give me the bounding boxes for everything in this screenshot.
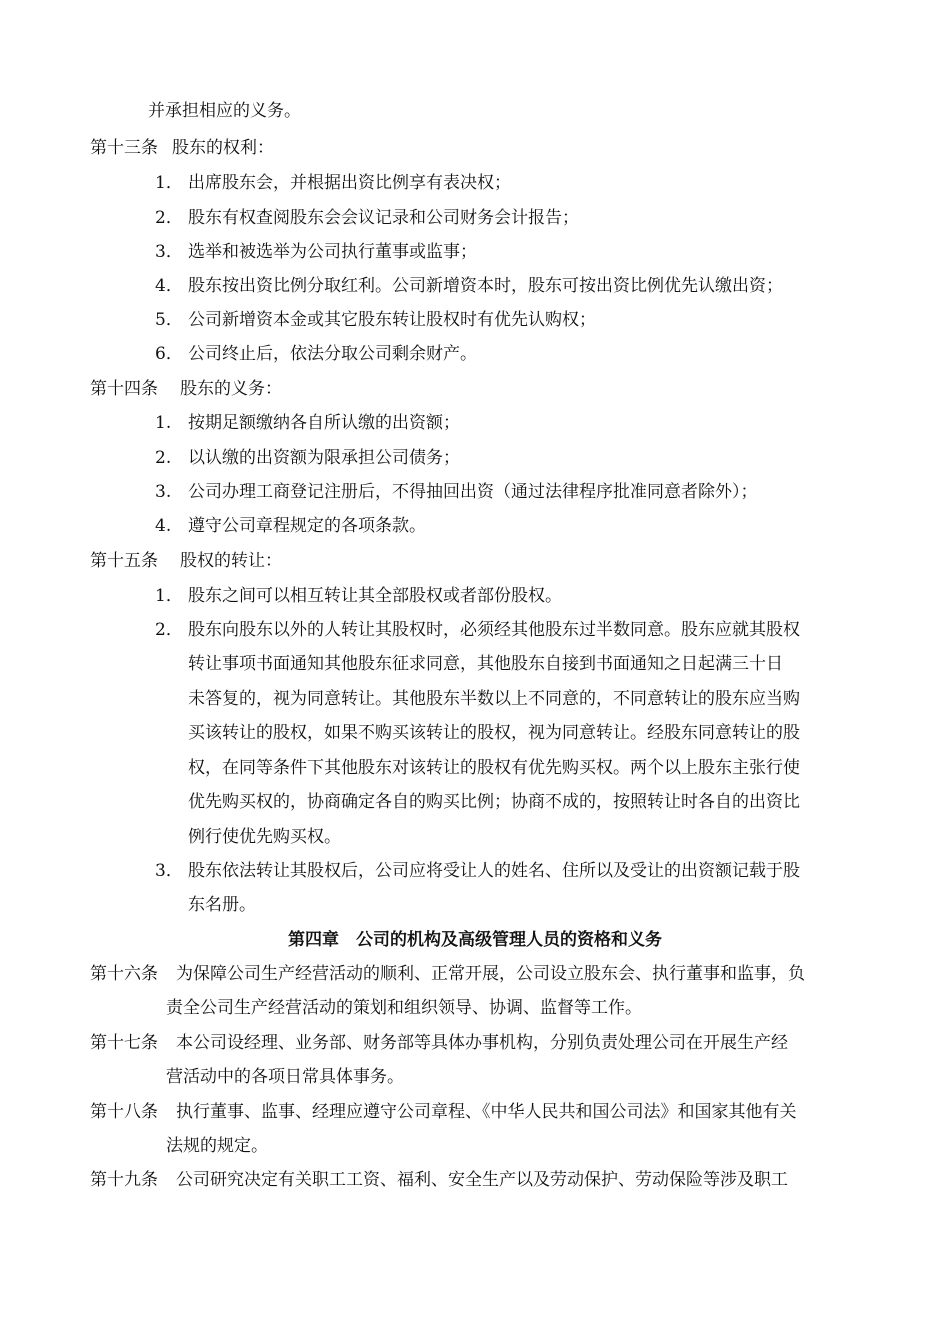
item-text-continued: 转让事项书面通知其他股东征求同意，其他股东自接到书面通知之日起满三十日 bbox=[188, 654, 783, 674]
article-15-heading bbox=[90, 550, 282, 572]
item-text: 公司新增资本金或其它股东转让股权时有优先认购权； bbox=[188, 310, 596, 330]
item-number: 6． bbox=[155, 344, 183, 364]
item-text: 股东有权查阅股东会会议记录和公司财务会计报告； bbox=[188, 208, 579, 228]
article-14-heading bbox=[90, 378, 282, 400]
article-18 bbox=[90, 1101, 797, 1123]
article-label: 第十四条 bbox=[90, 379, 158, 399]
item-number: 3. bbox=[155, 482, 172, 502]
article-text: 执行董事、监事、经理应遵守公司章程、《中华人民共和国公司法》和国家其他有关 bbox=[176, 1102, 797, 1122]
text-line: 并承担相应的义务。 bbox=[148, 101, 301, 121]
item-number: 2． bbox=[155, 208, 183, 228]
article-label: 第十六条 bbox=[90, 964, 158, 984]
item-number: 4. bbox=[155, 516, 172, 536]
item-text-continued: 权，在同等条件下其他股东对该转让的股权有优先购买权。两个以上股东主张行使 bbox=[188, 758, 800, 778]
item-text: 股东之间可以相互转让其全部股权或者部份股权。 bbox=[188, 586, 562, 606]
item-text: 按期足额缴纳各自所认缴的出资额； bbox=[188, 413, 460, 433]
article-label: 第十九条 bbox=[90, 1170, 158, 1190]
item-number: 4． bbox=[155, 276, 183, 296]
item-text-continued: 东名册。 bbox=[188, 895, 256, 915]
item-text-continued: 优先购买权的，协商确定各自的购买比例；协商不成的，按照转让时各自的出资比 bbox=[188, 792, 800, 812]
item-text: 公司办理工商登记注册后，不得抽回出资（通过法律程序批准同意者除外）； bbox=[188, 482, 758, 502]
item-text: 选举和被选举为公司执行董事或监事； bbox=[188, 242, 477, 262]
item-number: 2. bbox=[155, 448, 172, 468]
article-text-continued: 责全公司生产经营活动的策划和组织领导、协调、监督等工作。 bbox=[166, 998, 642, 1018]
item-text-continued: 买该转让的股权，如果不购买该转让的股权，视为同意转让。经股东同意转让的股 bbox=[188, 723, 800, 743]
item-number: 3． bbox=[155, 242, 183, 262]
article-label: 第十五条 bbox=[90, 551, 158, 571]
article-19 bbox=[90, 1169, 788, 1191]
item-number: 1. bbox=[155, 413, 172, 433]
item-text: 股东按出资比例分取红利。公司新增资本时，股东可按出资比例优先认缴出资； bbox=[188, 276, 783, 296]
item-text: 遵守公司章程规定的各项条款。 bbox=[188, 516, 426, 536]
item-text-continued: 例行使优先购买权。 bbox=[188, 827, 341, 847]
article-title: 股权的转让： bbox=[180, 551, 282, 571]
article-13-heading bbox=[90, 137, 274, 159]
item-text-continued: 未答复的，视为同意转让。其他股东半数以上不同意的，不同意转让的股东应当购 bbox=[188, 689, 800, 709]
item-number: 3． bbox=[155, 861, 183, 881]
article-17 bbox=[90, 1032, 788, 1054]
item-number: 5． bbox=[155, 310, 183, 330]
article-text-continued: 营活动中的各项日常具体事务。 bbox=[166, 1067, 404, 1087]
item-number: 1． bbox=[155, 173, 183, 193]
chapter-heading: 第四章 公司的机构及高级管理人员的资格和义务 bbox=[288, 930, 662, 950]
article-text: 公司研究决定有关职工工资、福利、安全生产以及劳动保护、劳动保险等涉及职工 bbox=[176, 1170, 788, 1190]
item-number: 2． bbox=[155, 620, 183, 640]
item-number: 1． bbox=[155, 586, 183, 606]
item-text: 以认缴的出资额为限承担公司债务； bbox=[188, 448, 460, 468]
article-title: 股东的权利： bbox=[172, 138, 274, 158]
item-text: 出席股东会，并根据出资比例享有表决权； bbox=[188, 173, 511, 193]
item-text: 股东依法转让其股权后，公司应将受让人的姓名、住所以及受让的出资额记载于股 bbox=[188, 861, 800, 881]
article-text: 本公司设经理、业务部、财务部等具体办事机构，分别负责处理公司在开展生产经 bbox=[176, 1033, 788, 1053]
item-text: 股东向股东以外的人转让其股权时，必须经其他股东过半数同意。股东应就其股权 bbox=[188, 620, 800, 640]
article-label: 第十七条 bbox=[90, 1033, 158, 1053]
article-text-continued: 法规的规定。 bbox=[166, 1136, 268, 1156]
article-text: 为保障公司生产经营活动的顺利、正常开展，公司设立股东会、执行董事和监事，负 bbox=[176, 964, 805, 984]
article-label: 第十三条 bbox=[90, 138, 158, 158]
item-text: 公司终止后，依法分取公司剩余财产。 bbox=[188, 344, 477, 364]
article-16 bbox=[90, 963, 805, 985]
article-label: 第十八条 bbox=[90, 1102, 158, 1122]
article-title: 股东的义务： bbox=[180, 379, 282, 399]
